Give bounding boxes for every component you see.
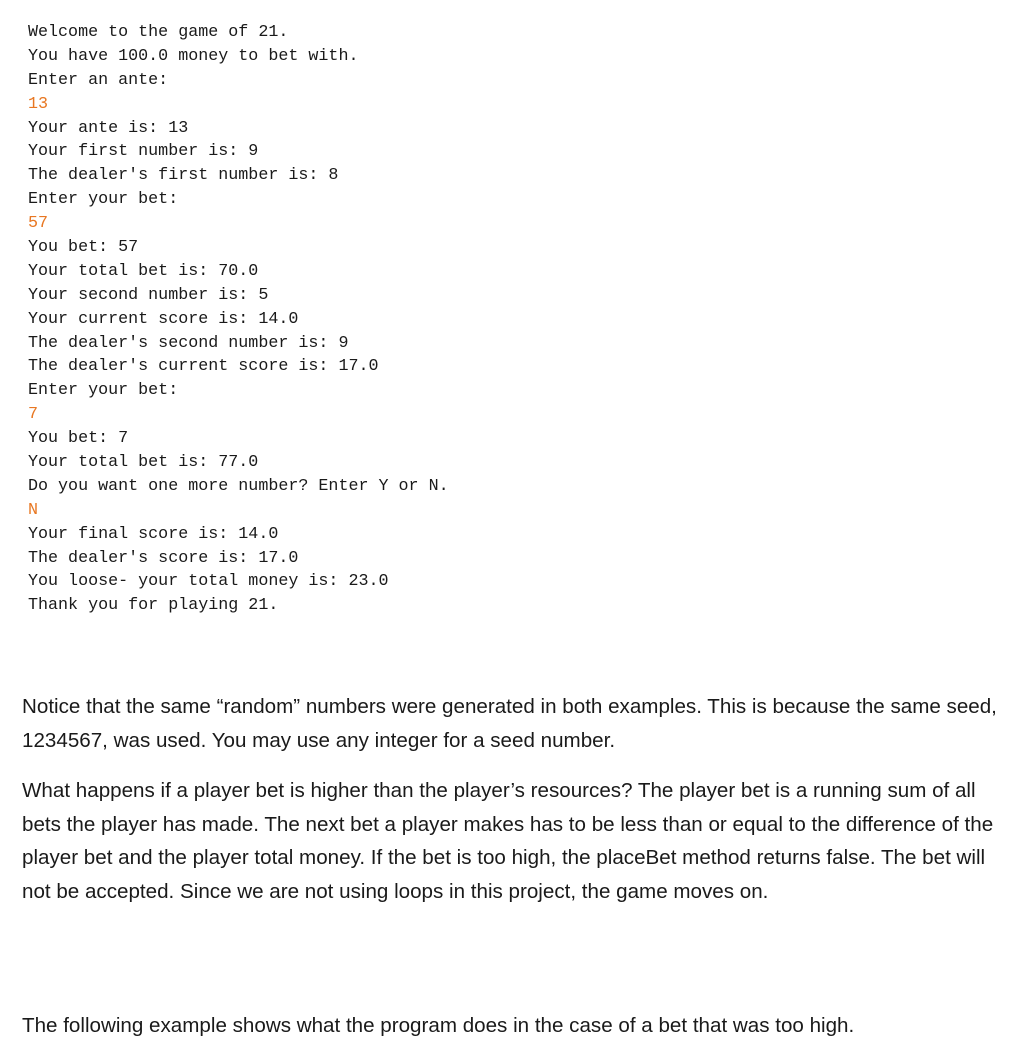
console-output-line: The dealer's current score is: 17.0	[28, 357, 379, 377]
console-output-line: Your final score is: 14.0	[28, 524, 279, 544]
console-output-line: You bet: 57	[28, 238, 139, 258]
console-input-line: 13	[28, 94, 49, 114]
console-output-line: Your current score is: 14.0	[28, 309, 299, 329]
console-output-line: Welcome to the game of 21.	[28, 23, 289, 42]
console-output-line: Your total bet is: 70.0	[28, 261, 259, 281]
console-output-line: Your ante is: 13	[28, 118, 189, 138]
paragraph-random-seed: Notice that the same “random” numbers were generated in both examples. This is because the same seed, 1234567, was used. You may use any integer for a seed number.	[22, 695, 997, 752]
console-output	[28, 21, 1008, 618]
console-output-line: You loose- your total money is: 23.0	[28, 572, 389, 592]
console-output-line: Thank you for playing 21.	[28, 596, 279, 616]
console-output-line: The dealer's first number is: 8	[28, 166, 339, 186]
console-output-line: Your first number is: 9	[28, 142, 259, 162]
console-input-line: 7	[28, 405, 39, 425]
console-output-line: Do you want one more number? Enter Y or N.	[28, 476, 449, 496]
console-output-line: Your total bet is: 77.0	[28, 453, 259, 473]
paragraph-bet-too-high: What happens if a player bet is higher than the player’s resources? The player bet is a running sum of all bets the player has made. The next bet a player makes has to be less than or equal to the difference of the player bet and the player total money. If the bet is too high, the placeBet method returns false. The bet will not be accepted. Since we are not using loops in this project, the game moves on.	[22, 779, 994, 903]
console-output-line: You have 100.0 money to bet with.	[28, 46, 359, 66]
console-input-line: 57	[28, 214, 49, 234]
console-output-line: Enter your bet:	[28, 190, 179, 210]
console-output-line: Enter your bet:	[28, 381, 179, 401]
console-input-line: N	[28, 500, 39, 520]
console-output-line: Enter an ante:	[28, 70, 169, 90]
paragraph-example-intro: The following example shows what the program does in the case of a bet that was too high.	[22, 1014, 855, 1037]
console-output-line: You bet: 7	[28, 429, 129, 449]
console-output-line: The dealer's second number is: 9	[28, 333, 349, 353]
console-output-line: Your second number is: 5	[28, 285, 269, 305]
console-output-line: The dealer's score is: 17.0	[28, 548, 299, 568]
